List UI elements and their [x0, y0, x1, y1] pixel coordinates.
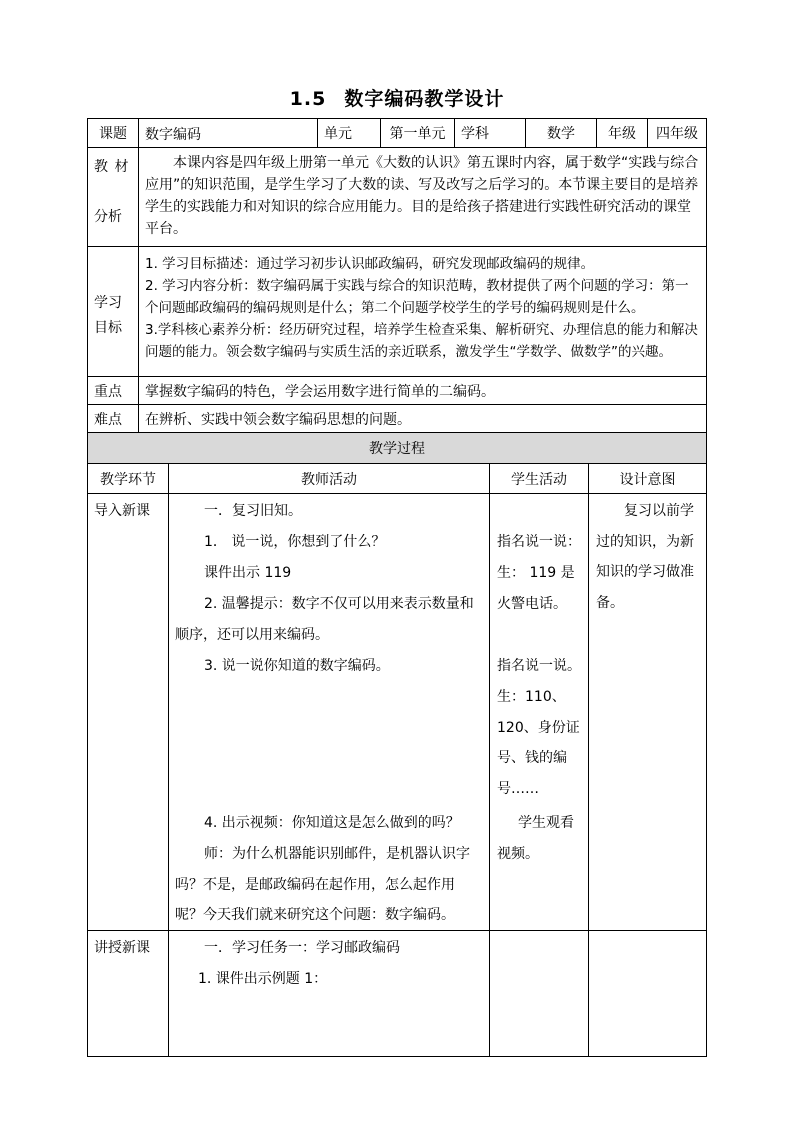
grade-value: 四年级	[647, 118, 707, 148]
document-title	[0, 84, 794, 111]
col-intent-header: 设计意图	[588, 463, 707, 494]
row2-stage: 讲授新课	[87, 930, 169, 1057]
row2-teacher	[168, 930, 490, 1057]
col-teacher-header: 教师活动	[168, 463, 490, 494]
row1-teacher	[168, 493, 490, 931]
row1-s5: 学生观看视频。	[497, 815, 574, 862]
goal-item-1: 1. 学习目标描述：通过学习初步认识邮政编码，研究发现邮政编码的规律。	[145, 256, 595, 272]
label-key-point: 重点	[87, 376, 139, 405]
row1-stage: 导入新课	[87, 493, 169, 931]
goal-item-2: 2. 学习内容分析：数字编码属于实践与综合的知识范畴，教材提供了两个问题的学习：第一个问题邮政编码的编码规则是什么；第二个问题学校学生的学号的编码规则是什么。	[145, 278, 689, 316]
difficulty-text: 在辨析、实践中领会数字编码思想的问题。	[138, 404, 707, 433]
col-stage-header: 教学环节	[87, 463, 169, 494]
subject-value: 数学	[525, 118, 597, 148]
row2-t2: 1. 课件出示例题 1：	[198, 971, 328, 987]
col-student-header: 学生活动	[489, 463, 589, 494]
label-topic: 课题	[87, 118, 139, 148]
goals-text	[138, 246, 707, 377]
row1-s2: 生： 119 是火警电话。	[497, 565, 575, 612]
row1-t4: 2. 温馨提示：数字不仅可以用来表示数量和顺序，还可以用来编码。	[175, 596, 474, 643]
row1-t7: 师：为什么机器能识别邮件，是机器认识字吗？不是，是邮政编码在起作用，怎么起作用呢？今天我们就来研究这个问题：数字编码。	[175, 846, 470, 923]
label-goals: 学习 目标	[87, 246, 139, 377]
row1-t5: 3. 说一说你知道的数字编码。	[204, 658, 390, 674]
row1-s1: 指名说一说：	[497, 534, 581, 550]
label-difficulty: 难点	[87, 404, 139, 433]
row1-intent-text: 复习以前学过的知识，为新知识的学习做准备。	[596, 503, 694, 611]
row2-t1: 一．学习任务一：学习邮政编码	[204, 940, 400, 956]
analysis-text: 本课内容是四年级上册第一单元《大数的认识》第五课时内容，属于数学“实践与综合应用”的知识范围，是学生学习了大数的读、写及改写之后学习的。本节课主要目的是培养学生的实践能力和对知识的综合应用能力。目的是给孩子搭建进行实践性研究活动的课堂平台。	[138, 147, 707, 247]
label-unit: 单元	[317, 118, 381, 148]
row2-student	[489, 930, 589, 1057]
title-number: 1.5	[289, 88, 327, 110]
goal-item-3: 3.学科核心素养分析：经历研究过程，培养学生检查采集、解析研究、办理信息的能力和解决问题的能力。领会数字编码与实质生活的亲近联系，激发学生“学数学、做数学”的兴趣。	[145, 322, 698, 360]
row1-t6: 4. 出示视频：你知道这是怎么做到的吗？	[204, 815, 460, 831]
row1-intent	[588, 493, 707, 931]
label-grade: 年级	[596, 118, 648, 148]
row1-t3: 课件出示 119	[204, 565, 292, 581]
process-section-title: 教学过程	[87, 432, 707, 464]
unit-value: 第一单元	[380, 118, 455, 148]
label-subject: 学科	[454, 118, 526, 148]
topic-value: 数字编码	[145, 127, 201, 143]
key-point-text: 掌握数字编码的特色，学会运用数字进行简单的二编码。	[138, 376, 707, 405]
topic-cell	[138, 118, 318, 148]
row1-student	[489, 493, 589, 931]
row1-s4: 生：110、120、身份证号、钱的编号……	[497, 689, 580, 797]
label-analysis: 教 材 分析	[87, 147, 139, 247]
row1-t1: 一．复习旧知。	[204, 503, 302, 519]
row1-t2: 1． 说一说，你想到了什么？	[204, 534, 386, 550]
title-text: 数字编码教学设计	[344, 88, 505, 110]
row2-intent	[588, 930, 707, 1057]
row1-s3: 指名说一说。	[497, 658, 581, 674]
